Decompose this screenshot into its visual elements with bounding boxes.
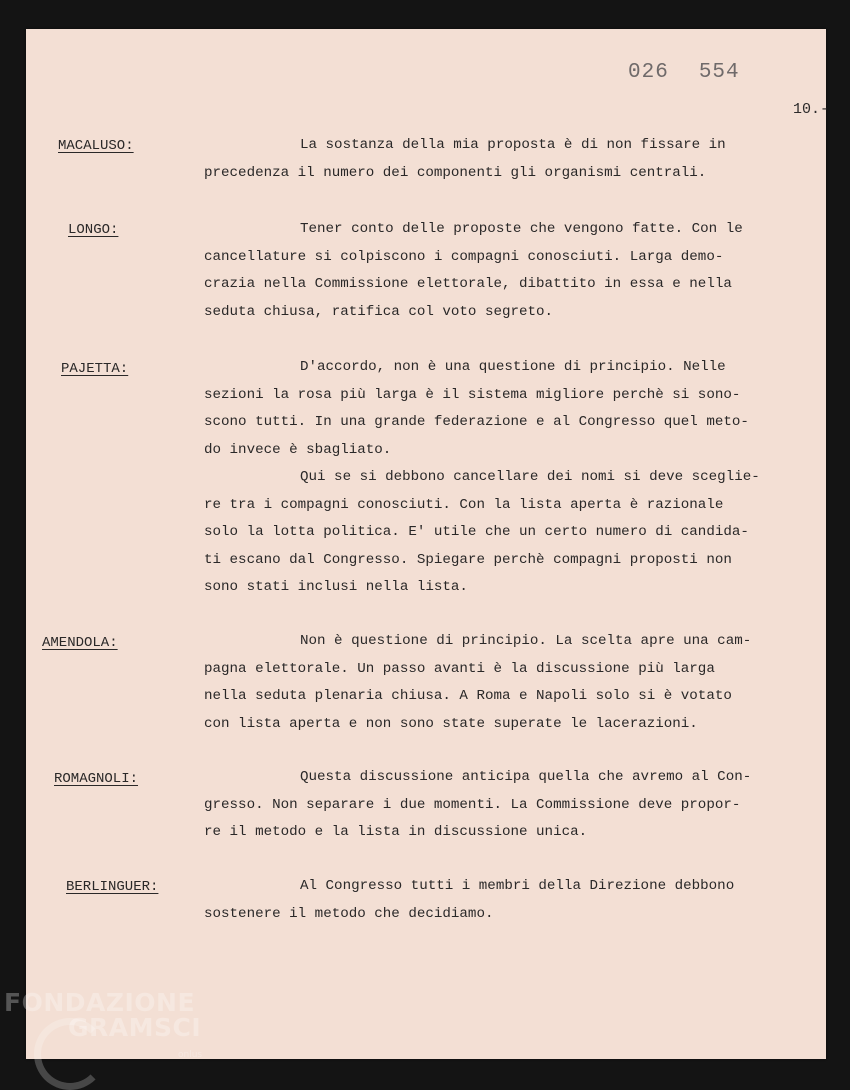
- speech-line: crazia nella Commissione elettorale, dibattito in essa e nella: [204, 276, 732, 292]
- speaker-label: BERLINGUER:: [66, 879, 159, 895]
- speaker-label: ROMAGNOLI:: [54, 771, 139, 787]
- speech-line: solo la lotta politica. E' utile che un certo numero di candida-: [204, 524, 749, 540]
- speech-line: nella seduta plenaria chiusa. A Roma e Napoli solo si è votato: [204, 688, 732, 704]
- watermark-line2: GRAMSCI: [68, 1013, 202, 1042]
- speech-paragraph: [204, 764, 824, 847]
- fondazione-gramsci-watermark: [4, 988, 214, 1060]
- speech-line: precedenza il numero dei componenti gli organismi centrali.: [204, 164, 707, 181]
- speech-line: re tra i compagni conosciuti. Con la lista aperta è razionale: [204, 496, 724, 513]
- page-number: 10.-: [793, 101, 830, 118]
- speaker-label: LONGO:: [68, 222, 119, 238]
- speech-paragraph: [204, 628, 824, 738]
- archive-number-b: 554: [698, 61, 740, 84]
- speech-line: seduta chiusa, ratifica col voto segreto.: [204, 303, 554, 320]
- speech-paragraph: [204, 216, 824, 326]
- speaker-label: AMENDOLA:: [42, 635, 118, 651]
- speech-paragraph: [204, 873, 824, 928]
- speech-paragraph: [204, 354, 824, 602]
- archive-number-a: 026: [628, 61, 669, 84]
- speech-paragraph: [204, 132, 824, 187]
- speech-line: Tener conto delle proposte che vengono fatte. Con le: [300, 221, 743, 237]
- archive-number: [628, 61, 740, 84]
- speech-line: sezioni la rosa più larga è il sistema migliore perchè si sono-: [204, 386, 741, 403]
- speech-line: sostenere il metodo che decidiamo.: [204, 905, 494, 922]
- speech-line: Qui se si debbono cancellare dei nomi si deve sceglie-: [300, 469, 760, 485]
- gramsci-logo-icon: [34, 1018, 106, 1090]
- speech-line: con lista aperta e non sono state superate le lacerazioni.: [204, 715, 698, 732]
- speaker-label: MACALUSO:: [58, 138, 134, 154]
- speech-line: gresso. Non separare i due momenti. La Commissione deve propor-: [204, 796, 741, 813]
- speech-line: pagna elettorale. Un passo avanti è la discussione più larga: [204, 660, 715, 677]
- speech-line: scono tutti. In una grande federazione e al Congresso quel meto-: [204, 414, 749, 430]
- speaker-label: PAJETTA:: [61, 361, 129, 377]
- speech-line: sono stati inclusi nella lista.: [204, 579, 468, 595]
- speech-line: ti escano dal Congresso. Spiegare perchè compagni proposti non: [204, 551, 732, 568]
- speech-line: re il metodo e la lista in discussione unica.: [204, 824, 588, 840]
- speech-line: Questa discussione anticipa quella che avremo al Con-: [300, 769, 752, 785]
- speech-line: cancellature si colpiscono i compagni conosciuti. Larga demo-: [204, 248, 724, 265]
- speech-line: La sostanza della mia proposta è di non fissare in: [300, 137, 726, 153]
- speech-line: do invece è sbagliato.: [204, 441, 392, 458]
- speech-line: Non è questione di principio. La scelta apre una cam-: [300, 633, 752, 649]
- speech-line: D'accordo, non è una questione di principio. Nelle: [300, 359, 726, 375]
- watermark-line1: FONDAZIONE: [4, 988, 196, 1017]
- watermark-sub: onlus: [178, 1050, 203, 1060]
- speech-line: Al Congresso tutti i membri della Direzione debbono: [300, 878, 735, 894]
